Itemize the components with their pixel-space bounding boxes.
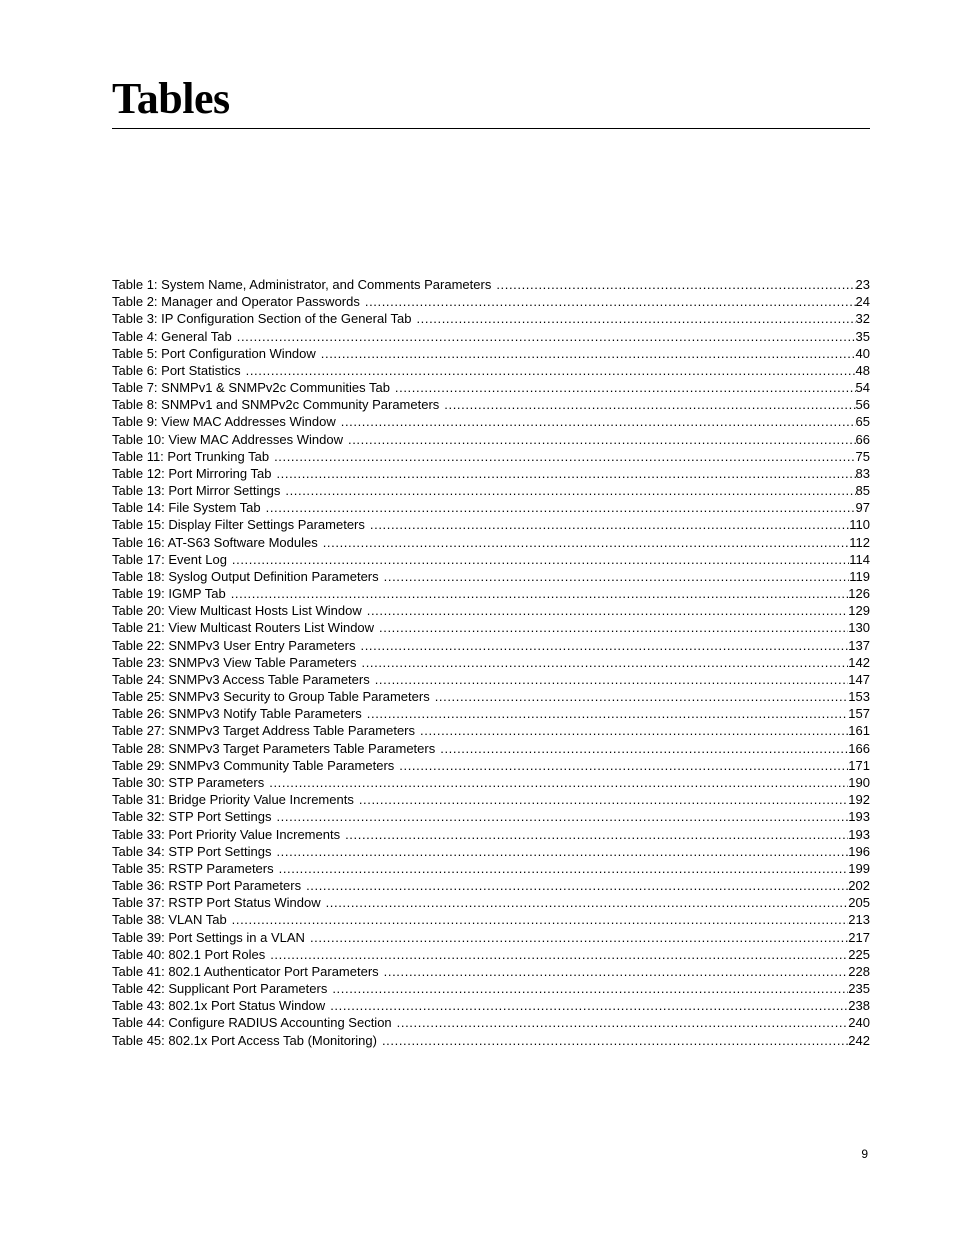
dot-leader — [321, 345, 856, 362]
toc-entry-label: Table 45: 802.1x Port Access Tab (Monitoring) — [112, 1032, 377, 1048]
toc-entry[interactable] — [112, 396, 870, 413]
toc-entry-page: 166 — [848, 740, 870, 756]
toc-entry[interactable] — [112, 808, 870, 825]
toc-entry[interactable] — [112, 929, 870, 946]
dot-leader — [397, 1014, 849, 1031]
dot-leader — [384, 568, 850, 585]
toc-entry[interactable] — [112, 671, 870, 688]
dot-leader — [379, 619, 848, 636]
toc-entry-label: Table 23: SNMPv3 View Table Parameters — [112, 654, 357, 670]
toc-entry-label: Table 21: View Multicast Routers List Window — [112, 620, 375, 636]
toc-entry-label: Table 32: STP Port Settings — [112, 809, 272, 825]
dot-leader — [323, 534, 850, 551]
toc-entry-page: 83 — [855, 465, 870, 481]
toc-entry-label: Table 1: System Name, Administrator, and Comments Parameters — [112, 277, 492, 292]
toc-entry[interactable] — [112, 860, 870, 877]
toc-entry-page: 238 — [848, 998, 870, 1014]
toc-entry-page: 114 — [849, 551, 870, 567]
toc-entry[interactable] — [112, 431, 870, 448]
toc-entry[interactable] — [112, 1032, 870, 1049]
list-of-tables — [112, 276, 870, 1049]
toc-entry-label: Table 6: Port Statistics — [112, 362, 241, 378]
toc-entry-page: 23 — [855, 277, 870, 292]
toc-entry-label: Table 26: SNMPv3 Notify Table Parameters — [112, 706, 362, 722]
toc-entry-page: 213 — [848, 912, 870, 928]
toc-entry-page: 112 — [849, 534, 870, 550]
toc-entry[interactable] — [112, 379, 870, 396]
dot-leader — [326, 894, 849, 911]
toc-entry[interactable] — [112, 619, 870, 636]
toc-entry-label: Table 35: RSTP Parameters — [112, 860, 274, 876]
dot-leader — [345, 826, 848, 843]
toc-entry[interactable] — [112, 757, 870, 774]
toc-entry[interactable] — [112, 1014, 870, 1031]
toc-entry-page: 54 — [855, 380, 870, 396]
toc-entry-label: Table 9: View MAC Addresses Window — [112, 414, 336, 430]
dot-leader — [341, 413, 856, 430]
dot-leader — [276, 808, 848, 825]
toc-entry-page: 97 — [855, 500, 870, 516]
toc-entry-page: 217 — [848, 929, 870, 945]
toc-entry[interactable] — [112, 568, 870, 585]
toc-entry-page: 205 — [848, 895, 870, 911]
dot-leader — [435, 688, 849, 705]
dot-leader — [361, 654, 848, 671]
toc-entry-label: Table 37: RSTP Port Status Window — [112, 895, 321, 911]
toc-entry-label: Table 14: File System Tab — [112, 500, 261, 516]
toc-entry-label: Table 43: 802.1x Port Status Window — [112, 998, 326, 1014]
toc-entry[interactable] — [112, 722, 870, 739]
toc-entry-page: 147 — [848, 671, 870, 687]
toc-entry-label: Table 24: SNMPv3 Access Table Parameters — [112, 671, 370, 687]
dot-leader — [370, 516, 849, 533]
toc-entry-label: Table 36: RSTP Port Parameters — [112, 878, 302, 894]
toc-entry-label: Table 13: Port Mirror Settings — [112, 483, 281, 499]
toc-entry-page: 228 — [848, 963, 870, 979]
dot-leader — [360, 637, 848, 654]
toc-entry-label: Table 30: STP Parameters — [112, 774, 265, 790]
toc-entry-page: 32 — [855, 311, 870, 327]
toc-entry[interactable] — [112, 551, 870, 568]
toc-entry-label: Table 41: 802.1 Authenticator Port Parameters — [112, 963, 379, 979]
toc-entry-page: 235 — [848, 981, 870, 997]
dot-leader — [440, 740, 848, 757]
toc-entry[interactable] — [112, 826, 870, 843]
toc-entry[interactable] — [112, 843, 870, 860]
toc-entry[interactable] — [112, 413, 870, 430]
toc-entry[interactable] — [112, 877, 870, 894]
toc-entry-page: 110 — [849, 517, 870, 533]
toc-entry[interactable] — [112, 345, 870, 362]
toc-entry-page: 65 — [855, 414, 870, 430]
toc-entry[interactable] — [112, 688, 870, 705]
page-title: Tables — [112, 74, 230, 123]
title-divider — [112, 128, 870, 129]
dot-leader — [246, 362, 856, 379]
toc-entry-label: Table 42: Supplicant Port Parameters — [112, 981, 328, 997]
toc-entry-page: 130 — [848, 620, 870, 636]
toc-entry-page: 240 — [848, 1015, 870, 1031]
toc-entry-page: 142 — [848, 654, 870, 670]
toc-entry-label: Table 34: STP Port Settings — [112, 843, 272, 859]
toc-entry-page: 137 — [848, 637, 870, 653]
toc-entry-page: 190 — [848, 774, 870, 790]
dot-leader — [444, 396, 855, 413]
toc-entry-page: 242 — [848, 1032, 870, 1048]
toc-entry-page: 119 — [849, 568, 870, 584]
toc-entry-label: Table 44: Configure RADIUS Accounting Section — [112, 1015, 392, 1031]
dot-leader — [332, 980, 848, 997]
toc-entry-page: 202 — [848, 878, 870, 894]
toc-entry-label: Table 22: SNMPv3 User Entry Parameters — [112, 637, 356, 653]
toc-entry-page: 40 — [855, 345, 870, 361]
toc-entry-page: 153 — [848, 689, 870, 705]
toc-entry-page: 129 — [848, 603, 870, 619]
toc-entry[interactable] — [112, 911, 870, 928]
toc-entry-page: 85 — [855, 483, 870, 499]
toc-entry[interactable] — [112, 637, 870, 654]
toc-entry-label: Table 8: SNMPv1 and SNMPv2c Community Parameters — [112, 397, 440, 413]
toc-entry[interactable] — [112, 963, 870, 980]
toc-entry[interactable] — [112, 293, 870, 310]
dot-leader — [270, 946, 848, 963]
dot-leader — [274, 448, 855, 465]
dot-leader — [231, 585, 849, 602]
dot-leader — [266, 499, 856, 516]
toc-entry-page: 193 — [848, 809, 870, 825]
toc-entry[interactable] — [112, 276, 870, 293]
toc-entry[interactable] — [112, 465, 870, 482]
toc-entry-label: Table 25: SNMPv3 Security to Group Table Parameters — [112, 689, 430, 705]
toc-entry[interactable] — [112, 997, 870, 1014]
toc-entry-label: Table 11: Port Trunking Tab — [112, 448, 270, 464]
dot-leader — [384, 963, 849, 980]
toc-entry[interactable] — [112, 585, 870, 602]
dot-leader — [232, 551, 849, 568]
toc-entry[interactable] — [112, 980, 870, 997]
dot-leader — [306, 877, 848, 894]
dot-leader — [232, 911, 849, 928]
toc-entry[interactable] — [112, 448, 870, 465]
dot-leader — [237, 328, 856, 345]
dot-leader — [279, 860, 849, 877]
dot-leader — [276, 843, 848, 860]
toc-entry-label: Table 4: General Tab — [112, 328, 232, 344]
toc-entry[interactable] — [112, 894, 870, 911]
toc-entry-label: Table 16: AT-S63 Software Modules — [112, 534, 318, 550]
toc-entry-label: Table 12: Port Mirroring Tab — [112, 465, 272, 481]
dot-leader — [365, 293, 856, 310]
dot-leader — [310, 929, 848, 946]
dot-leader — [367, 602, 849, 619]
toc-entry[interactable] — [112, 602, 870, 619]
toc-entry-label: Table 10: View MAC Addresses Window — [112, 431, 343, 447]
toc-entry-page: 161 — [848, 723, 870, 739]
toc-entry-label: Table 29: SNMPv3 Community Table Parameters — [112, 757, 395, 773]
toc-entry-label: Table 7: SNMPv1 & SNMPv2c Communities Tab — [112, 380, 390, 396]
dot-leader — [348, 431, 856, 448]
dot-leader — [399, 757, 848, 774]
toc-entry-label: Table 20: View Multicast Hosts List Window — [112, 603, 362, 619]
toc-entry-label: Table 15: Display Filter Settings Parameters — [112, 517, 365, 533]
toc-entry-label: Table 3: IP Configuration Section of the General Tab — [112, 311, 412, 327]
toc-entry-label: Table 2: Manager and Operator Passwords — [112, 294, 360, 310]
toc-entry-page: 192 — [848, 792, 870, 808]
toc-entry[interactable] — [112, 328, 870, 345]
toc-entry[interactable] — [112, 310, 870, 327]
toc-entry-label: Table 39: Port Settings in a VLAN — [112, 929, 305, 945]
dot-leader — [496, 276, 855, 293]
toc-entry-page: 48 — [855, 362, 870, 378]
toc-entry-label: Table 27: SNMPv3 Target Address Table Parameters — [112, 723, 416, 739]
toc-entry-page: 196 — [848, 843, 870, 859]
toc-entry-label: Table 33: Port Priority Value Increments — [112, 826, 341, 842]
toc-entry-label: Table 28: SNMPv3 Target Parameters Table Parameters — [112, 740, 436, 756]
toc-entry-label: Table 31: Bridge Priority Value Increments — [112, 792, 354, 808]
dot-leader — [359, 791, 848, 808]
toc-entry[interactable] — [112, 654, 870, 671]
dot-leader — [276, 465, 855, 482]
dot-leader — [285, 482, 855, 499]
dot-leader — [375, 671, 849, 688]
toc-entry[interactable] — [112, 774, 870, 791]
toc-entry[interactable] — [112, 482, 870, 499]
toc-entry-page: 75 — [855, 448, 870, 464]
toc-entry[interactable] — [112, 534, 870, 551]
toc-entry[interactable] — [112, 516, 870, 533]
toc-entry[interactable] — [112, 946, 870, 963]
toc-entry-page: 199 — [848, 860, 870, 876]
toc-entry-label: Table 19: IGMP Tab — [112, 586, 226, 602]
dot-leader — [330, 997, 848, 1014]
dot-leader — [420, 722, 848, 739]
dot-leader — [382, 1032, 848, 1049]
toc-entry-page: 66 — [855, 431, 870, 447]
dot-leader — [269, 774, 848, 791]
toc-entry-page: 157 — [848, 706, 870, 722]
page-number: 9 — [861, 1147, 868, 1161]
toc-entry[interactable] — [112, 791, 870, 808]
toc-entry-page: 24 — [855, 294, 870, 310]
toc-entry[interactable] — [112, 499, 870, 516]
toc-entry-page: 225 — [848, 946, 870, 962]
toc-entry-page: 35 — [855, 328, 870, 344]
toc-entry-label: Table 18: Syslog Output Definition Parameters — [112, 568, 379, 584]
toc-entry-page: 193 — [848, 826, 870, 842]
toc-entry[interactable] — [112, 705, 870, 722]
toc-entry-label: Table 17: Event Log — [112, 551, 227, 567]
toc-entry[interactable] — [112, 362, 870, 379]
dot-leader — [395, 379, 856, 396]
dot-leader — [416, 310, 855, 327]
toc-entry[interactable] — [112, 740, 870, 757]
toc-entry-label: Table 40: 802.1 Port Roles — [112, 946, 266, 962]
toc-entry-page: 171 — [848, 757, 870, 773]
dot-leader — [367, 705, 849, 722]
toc-entry-label: Table 38: VLAN Tab — [112, 912, 227, 928]
toc-entry-page: 126 — [848, 586, 870, 602]
toc-entry-label: Table 5: Port Configuration Window — [112, 345, 316, 361]
toc-entry-page: 56 — [855, 397, 870, 413]
